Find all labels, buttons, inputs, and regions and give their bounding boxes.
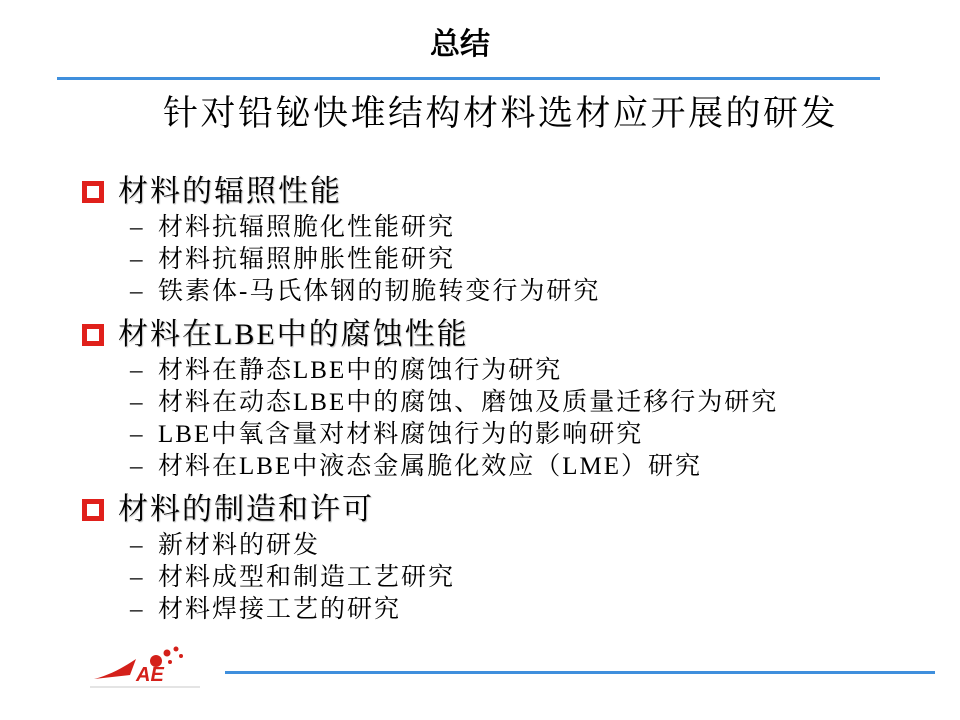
list-item bbox=[0, 276, 960, 308]
slide-title: 总结 bbox=[430, 28, 490, 61]
item-text: 材料在动态LBE中的腐蚀、磨蚀及质量迁移行为研究 bbox=[158, 389, 779, 416]
list-item bbox=[0, 594, 960, 626]
list-item bbox=[0, 212, 960, 244]
section-manufacturing bbox=[0, 495, 960, 626]
section-irradiation bbox=[0, 177, 960, 308]
section-heading: 材料的辐照性能 bbox=[118, 175, 342, 208]
item-list bbox=[0, 355, 960, 483]
item-text: 材料焊接工艺的研究 bbox=[158, 596, 402, 623]
item-list bbox=[0, 530, 960, 626]
dash-marker: – bbox=[130, 564, 143, 591]
item-text: 铁素体-马氏体钢的韧脆转变行为研究 bbox=[158, 278, 601, 305]
dash-marker: – bbox=[130, 389, 143, 416]
dash-marker: – bbox=[130, 246, 143, 273]
list-item bbox=[0, 387, 960, 419]
dash-marker: – bbox=[130, 421, 143, 448]
dash-marker: – bbox=[130, 532, 143, 559]
list-item bbox=[0, 451, 960, 483]
section-heading-row bbox=[0, 495, 960, 525]
top-divider bbox=[57, 77, 880, 80]
item-text: 材料抗辐照肿胀性能研究 bbox=[158, 246, 456, 273]
item-text: 材料成型和制造工艺研究 bbox=[158, 564, 456, 591]
item-list bbox=[0, 212, 960, 308]
bottom-divider bbox=[225, 671, 935, 674]
section-heading: 材料在LBE中的腐蚀性能 bbox=[118, 318, 469, 351]
item-text: 新材料的研发 bbox=[158, 532, 321, 559]
hollow-square-icon bbox=[82, 181, 104, 203]
section-heading-row bbox=[0, 320, 960, 350]
dash-marker: – bbox=[130, 357, 143, 384]
slide-subtitle: 针对铅铋快堆结构材料选材应开展的研发 bbox=[163, 94, 839, 133]
svg-text:AE: AE bbox=[136, 664, 164, 686]
list-item bbox=[0, 355, 960, 387]
dash-marker: – bbox=[130, 278, 143, 305]
item-text: LBE中氧含量对材料腐蚀行为的影响研究 bbox=[158, 421, 644, 448]
item-text: 材料在静态LBE中的腐蚀行为研究 bbox=[158, 357, 563, 384]
institute-logo-icon bbox=[90, 645, 202, 691]
list-item bbox=[0, 244, 960, 276]
dash-marker: – bbox=[130, 214, 143, 241]
dash-marker: – bbox=[130, 453, 143, 480]
dash-marker: – bbox=[130, 596, 143, 623]
hollow-square-icon bbox=[82, 499, 104, 521]
section-corrosion bbox=[0, 320, 960, 483]
section-heading: 材料的制造和许可 bbox=[118, 493, 374, 526]
list-item bbox=[0, 419, 960, 451]
section-heading-row bbox=[0, 177, 960, 207]
item-text: 材料抗辐照脆化性能研究 bbox=[158, 214, 456, 241]
list-item bbox=[0, 562, 960, 594]
hollow-square-icon bbox=[82, 324, 104, 346]
list-item bbox=[0, 530, 960, 562]
item-text: 材料在LBE中液态金属脆化效应（LME）研究 bbox=[158, 453, 702, 480]
